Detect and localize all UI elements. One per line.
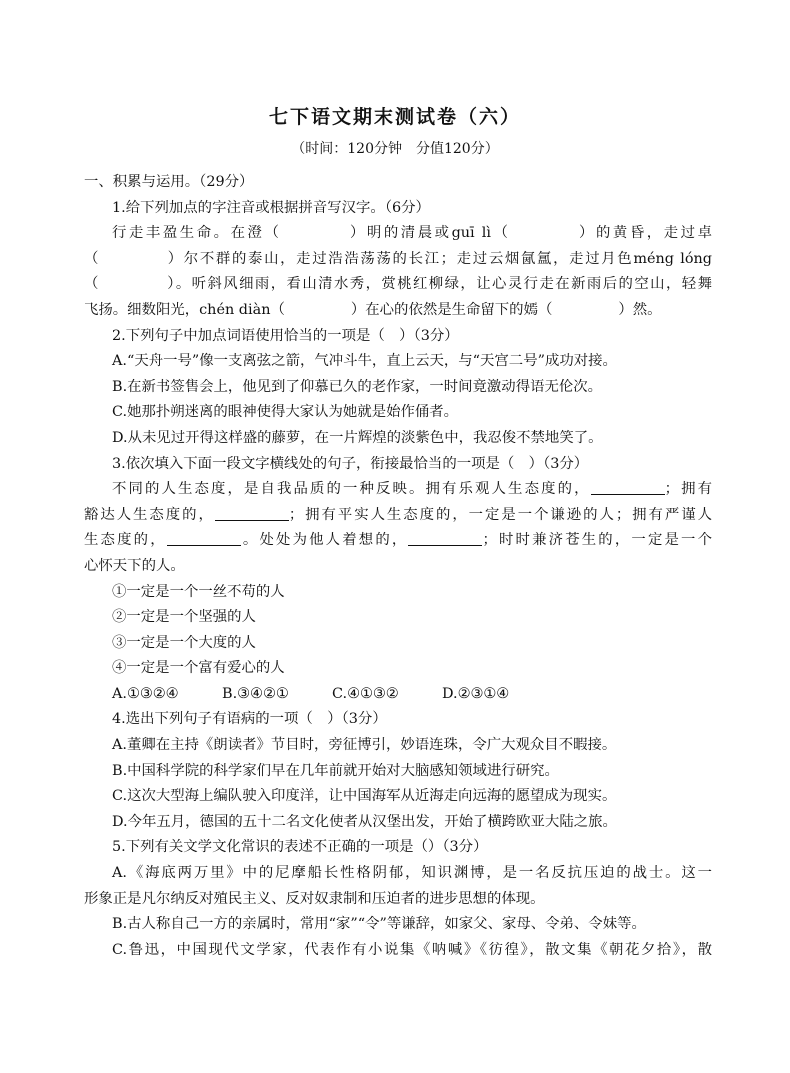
question-3-passage-2: [84, 503, 712, 529]
question-5-option-b[interactable]: B.古人称自己一方的亲属时，常用“家”“令”等谦辞，如家父、家母、令弟、令妹等。: [112, 916, 646, 933]
question-4-option-c[interactable]: C.这次大型海上编队驶入印度洋，让中国海军从近海走向远海的愿望成为现实。: [112, 788, 617, 805]
q1-text: ）。听斜风细雨，看山清水秀，赏桃红柳绿，让心灵行走在新雨后的空山，轻舞: [165, 276, 712, 293]
question-4-option-b[interactable]: B.中国科学院的科学家们早在几年前就开始对大脑感知领域进行研究。: [112, 762, 559, 779]
question-3-option-b[interactable]: B.③④②①: [222, 685, 289, 702]
question-3-sentence-4: ④一定是一个富有爱心的人: [112, 660, 285, 677]
question-1-stem: 1.给下列加点的字注音或根据拼音写汉字。（6分）: [112, 199, 430, 216]
question-5-stem: 5.下列有关文学文化常识的表述不正确的一项是（）（3分）: [112, 839, 488, 856]
question-3-sentence-3: ③一定是一个大度的人: [112, 634, 256, 651]
q3-text: 生态度的，: [84, 532, 167, 549]
question-3-passage-4: 心怀天下的人。: [84, 557, 185, 574]
q1-text: ）然。: [618, 301, 662, 318]
question-2-stem: 2.下列句子中加点词语使用恰当的一项是（ ）（3分）: [112, 327, 459, 344]
q1-text: （: [84, 276, 100, 293]
q3-text: ；时时兼济苍生的，一定是一个: [482, 532, 712, 549]
question-3-sentence-1: ①一定是一个一丝不苟的人: [112, 583, 285, 600]
q1-text: ）明的清晨或guī lì（: [347, 225, 511, 242]
exam-content: [84, 170, 712, 963]
question-3-passage-1: [84, 477, 712, 503]
q3-text: ；拥有: [664, 481, 712, 498]
q1-text: ）尔不群的泰山，走过浩浩荡荡的长江；走过云烟氤氲，走过月色méng lóng: [166, 250, 712, 267]
q3-text: 不同的人生态度，是自我品质的一种反映。拥有乐观人生态度的，: [112, 481, 591, 498]
q3-text: 。处处为他人着想的，: [240, 532, 409, 549]
question-3-choices: [84, 682, 712, 708]
q1-text: 行走丰盈生命。在澄（: [112, 225, 282, 242]
page-title: 七下语文期末测试卷（六）: [268, 106, 521, 128]
fill-line[interactable]: [215, 506, 289, 521]
question-2-option-d[interactable]: D.从未见过开得这样盛的藤萝，在一片辉煌的淡紫色中，我忍俊不禁地笑了。: [112, 429, 603, 446]
question-4-option-d[interactable]: D.今年五月，德国的五十二名文化使者从汉堡出发，开始了横跨欧亚大陆之旅。: [112, 813, 617, 830]
q1-text: （: [84, 250, 101, 267]
question-3-option-a[interactable]: A.①③②④: [112, 685, 179, 702]
q1-text: ）的黄昏，走过卓: [576, 225, 712, 242]
question-3-sentence-2: ②一定是一个坚强的人: [112, 609, 256, 626]
question-3-option-d[interactable]: D.②③①④: [442, 685, 510, 702]
question-2-option-c[interactable]: C.她那扑朔迷离的眼神使得大家认为她就是始作俑者。: [112, 404, 459, 421]
question-5-option-c[interactable]: C.鲁迅，中国现代文学家，代表作有小说集《呐喊》《彷徨》，散文集《朝花夕拾》，散: [112, 941, 712, 958]
question-5-option-a[interactable]: A.《海底两万里》中的尼摩船长性格阴郁，知识渊博，是一名反抗压迫的战士。这一: [112, 865, 712, 882]
question-4-stem: 4.选出下列句子有语病的一项（ ）（3分）: [112, 711, 387, 728]
q3-text: ；拥有平实人生态度的，一定是一个谦逊的人；拥有严谨人: [288, 506, 712, 523]
section-heading: 一、积累与运用。（29分）: [84, 174, 254, 190]
question-1-line-3: [84, 272, 712, 298]
fill-line[interactable]: [167, 531, 241, 546]
question-1-line-1: [84, 221, 712, 247]
question-3-stem: 3.依次填入下面一段文字横线处的句子，衔接最恰当的一项是（ ）（3分）: [112, 455, 589, 472]
q3-text: 豁达人生态度的，: [84, 506, 215, 523]
page-subtitle: （时间：120分钟 分值120分）: [291, 141, 499, 157]
question-3-option-c[interactable]: C.④①③②: [332, 685, 399, 702]
question-2-option-b[interactable]: B.在新书签售会上，他见到了仰慕已久的老作家，一时间竟激动得语无伦次。: [112, 378, 603, 395]
q1-text: 飞扬。细数阳光，chén diàn（: [84, 301, 285, 318]
question-3-passage-3: [84, 528, 712, 554]
question-5-option-a-cont: 形象正是凡尔纳反对殖民主义、反对奴隶制和压迫者的进步思想的体现。: [84, 890, 545, 907]
question-2-option-a[interactable]: A.“天舟一号”像一支离弦之箭，气冲斗牛，直上云天，与“天宫二号”成功对接。: [112, 353, 617, 370]
fill-line[interactable]: [591, 480, 665, 495]
q1-text: ）在心的依然是生命留下的嫣（: [350, 301, 553, 318]
fill-line[interactable]: [408, 531, 482, 546]
question-1-line-4: [84, 298, 712, 324]
question-4-option-a[interactable]: A.董卿在主持《朗读者》节目时，旁征博引，妙语连珠，令广大观众目不暇接。: [112, 737, 617, 754]
question-1-line-2: [84, 247, 712, 273]
